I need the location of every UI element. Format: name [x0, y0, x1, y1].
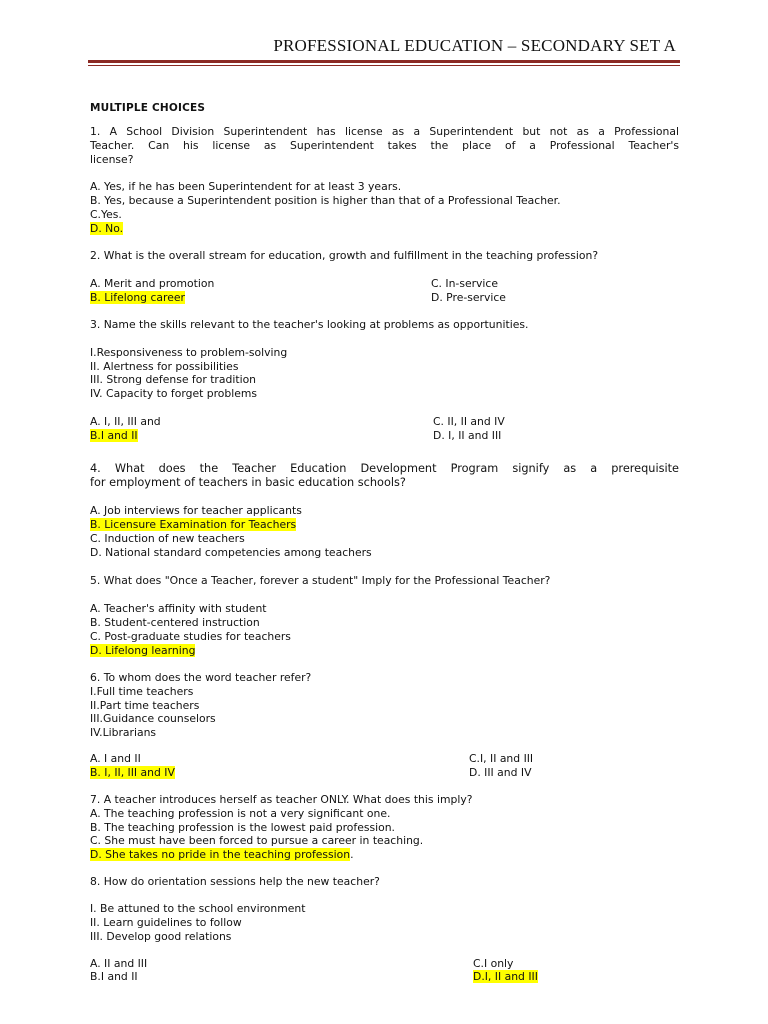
q8-option-b: B.I and II	[90, 970, 138, 983]
section-title: MULTIPLE CHOICES	[90, 102, 206, 114]
q7-option-d-period: .	[350, 848, 354, 861]
q3-option-b-answer: B.I and II	[90, 429, 138, 442]
q1-text-line-2: Teacher. Can his license as Superintendent takes the place of a Professional Teacher's	[90, 139, 679, 152]
page-header-title: PROFESSIONAL EDUCATION – SECONDARY SET A	[273, 36, 676, 55]
q5-question: 5. What does "Once a Teacher, forever a student" Imply for the Professional Teacher?	[90, 574, 551, 587]
q1-text-line-3: license?	[90, 153, 134, 166]
header-rule-thin	[88, 65, 680, 66]
q5-option-a: A. Teacher's affinity with student	[90, 602, 267, 615]
q2-question: 2. What is the overall stream for education, growth and fulfillment in the teaching profession?	[90, 249, 599, 262]
q3-item-2: II. Alertness for possibilities	[90, 359, 239, 373]
q6-option-d: D. III and IV	[469, 766, 532, 779]
q4-option-c: C. Induction of new teachers	[90, 532, 245, 545]
q8-item-2: II. Learn guidelines to follow	[90, 916, 242, 929]
q4-option-a: A. Job interviews for teacher applicants	[90, 504, 302, 517]
q2-option-a: A. Merit and promotion	[90, 277, 215, 290]
q5-option-b: B. Student-centered instruction	[90, 616, 260, 629]
q1-option-b: B. Yes, because a Superintendent position is higher than that of a Professional Teacher.	[90, 194, 561, 207]
q4-text-line-2: for employment of teachers in basic education schools?	[90, 476, 406, 489]
q6-item-3: III.Guidance counselors	[90, 712, 216, 725]
q4-text-line-1: 4. What does the Teacher Education Development Program signify as a prerequisite	[90, 462, 679, 475]
q6-item-4: IV.Librarians	[90, 725, 157, 739]
q3-option-d: D. I, II and III	[433, 429, 502, 442]
q5-option-c: C. Post-graduate studies for teachers	[90, 630, 291, 643]
q3-item-4: IV. Capacity to forget problems	[90, 386, 258, 400]
q4-option-d: D. National standard competencies among teachers	[90, 546, 372, 559]
q5-option-d-answer: D. Lifelong learning	[90, 644, 196, 657]
q3-item-3: III. Strong defense for tradition	[90, 373, 257, 386]
q1-option-c: C.Yes.	[90, 208, 122, 221]
q3-option-c: C. II, II and IV	[433, 415, 505, 428]
q8-item-3: III. Develop good relations	[90, 930, 232, 943]
header-rule-thick	[88, 60, 680, 63]
q8-option-a: A. II and III	[90, 957, 148, 970]
q2-option-b-answer: B. Lifelong career	[90, 291, 185, 304]
q6-question: 6. To whom does the word teacher refer?	[90, 671, 312, 684]
q3-question: 3. Name the skills relevant to the teacher's looking at problems as opportunities.	[90, 318, 529, 331]
q7-option-b: B. The teaching profession is the lowest paid profession.	[90, 820, 395, 834]
q2-option-c: C. In-service	[431, 277, 499, 290]
q7-option-c: C. She must have been forced to pursue a career in teaching.	[90, 834, 424, 847]
q8-option-c: C.I only	[473, 957, 514, 970]
q6-item-2: II.Part time teachers	[90, 698, 200, 712]
q7-option-a: A. The teaching profession is not a very significant one.	[90, 807, 391, 820]
q6-item-1: I.Full time teachers	[90, 685, 194, 698]
q3-option-a: A. I, II, III and	[90, 415, 161, 428]
q7-question: 7. A teacher introduces herself as teacher ONLY. What does this imply?	[90, 793, 473, 806]
q1-option-a: A. Yes, if he has been Superintendent for at least 3 years.	[90, 180, 402, 193]
q1-text-line-1: 1. A School Division Superintendent has license as a Superintendent but not as a Professional	[90, 125, 679, 138]
q8-option-d-answer: D.I, II and III	[473, 970, 538, 983]
q7-option-d-answer: D. She takes no pride in the teaching profession	[90, 848, 351, 861]
q6-option-a: A. I and II	[90, 752, 141, 765]
q2-option-d: D. Pre-service	[431, 291, 506, 304]
q8-item-1: I. Be attuned to the school environment	[90, 902, 306, 915]
q3-item-1: I.Responsiveness to problem-solving	[90, 346, 288, 359]
q1-option-d-answer: D. No.	[90, 222, 124, 235]
q6-option-c: C.I, II and III	[469, 752, 534, 765]
q4-option-b-answer: B. Licensure Examination for Teachers	[90, 518, 297, 531]
q8-question: 8. How do orientation sessions help the new teacher?	[90, 875, 380, 888]
q6-option-b-answer: B. I, II, III and IV	[90, 766, 175, 779]
